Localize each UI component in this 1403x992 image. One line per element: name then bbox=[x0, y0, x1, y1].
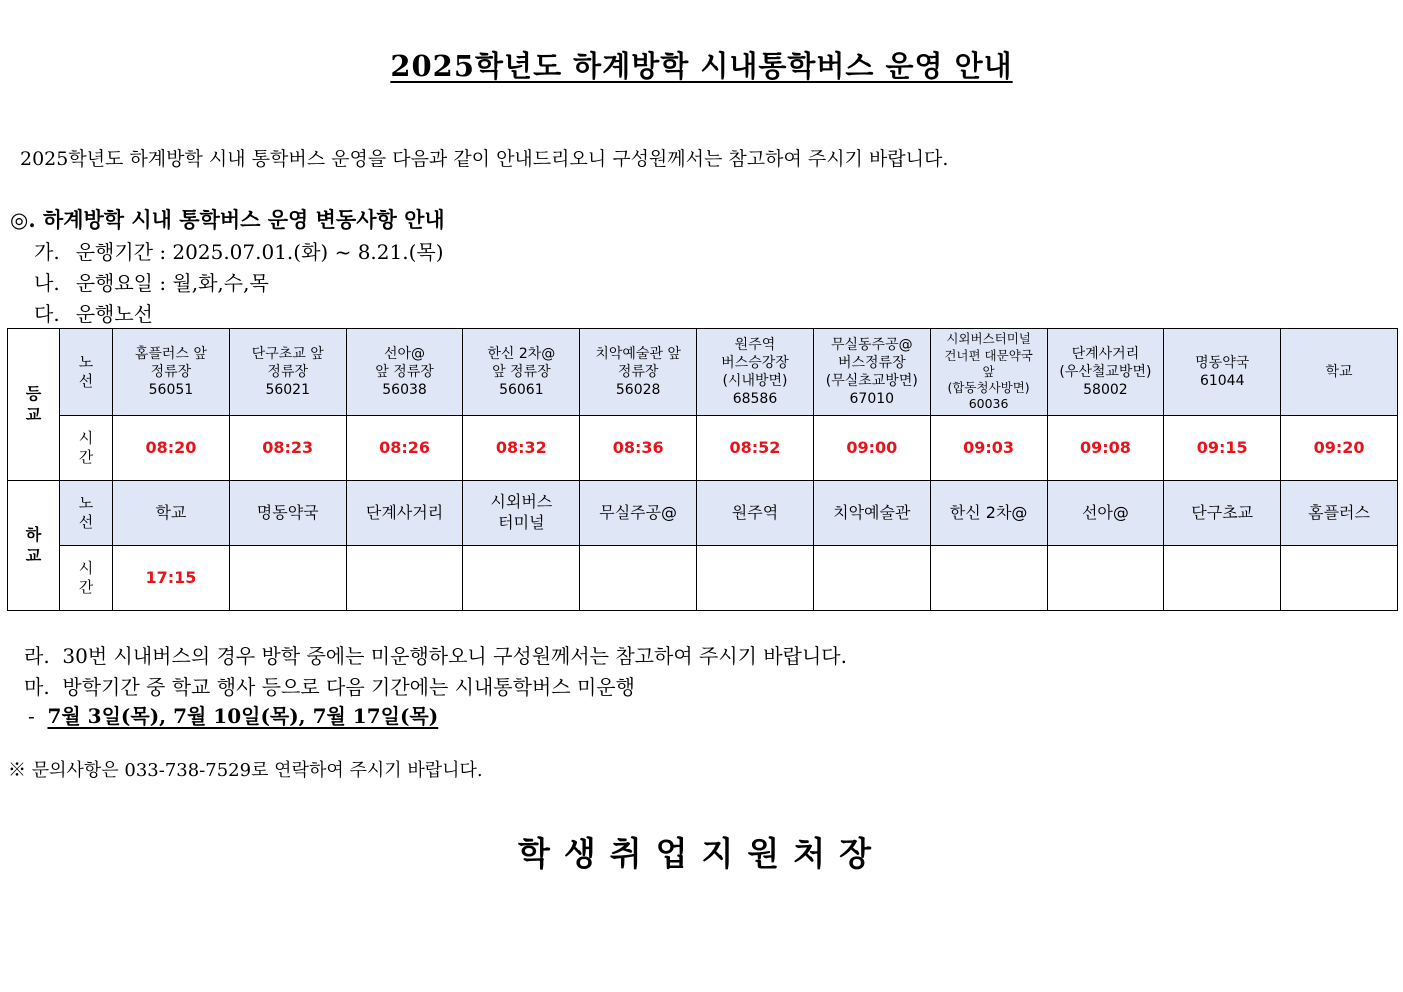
return-time-1: 17:15 bbox=[113, 546, 230, 611]
return-stop-2: 명동약국 bbox=[229, 481, 346, 546]
return-stop-8: 한신 2차@ bbox=[930, 481, 1047, 546]
return-time-4 bbox=[463, 546, 580, 611]
outbound-time-8: 09:03 bbox=[930, 416, 1047, 481]
outbound-time-4: 08:32 bbox=[463, 416, 580, 481]
return-time-3 bbox=[346, 546, 463, 611]
outbound-time-2: 08:23 bbox=[229, 416, 346, 481]
return-time-7 bbox=[813, 546, 930, 611]
outbound-stop-9: 단계사거리 (우산철교방면) 58002 bbox=[1047, 329, 1164, 416]
return-times-row bbox=[8, 546, 1398, 611]
outbound-time-11: 09:20 bbox=[1281, 416, 1398, 481]
return-time-2 bbox=[229, 546, 346, 611]
return-stop-3: 단계사거리 bbox=[346, 481, 463, 546]
return-stop-11: 홈플러스 bbox=[1281, 481, 1398, 546]
outbound-time-6: 08:52 bbox=[697, 416, 814, 481]
outbound-stop-2: 단구초교 앞 정류장 56021 bbox=[229, 329, 346, 416]
intro-text: 2025학년도 하계방학 시내 통학버스 운영을 다음과 같이 안내드리오니 구성원께서는 참고하여 주시기 바랍니다. bbox=[20, 148, 949, 170]
return-time-11 bbox=[1281, 546, 1398, 611]
outbound-time-5: 08:36 bbox=[580, 416, 697, 481]
bus-schedule-table bbox=[7, 328, 1398, 611]
outbound-stop-3: 선아@ 앞 정류장 56038 bbox=[346, 329, 463, 416]
outbound-stop-label: 노 선 bbox=[60, 329, 113, 416]
item-days: 나. 운행요일 : 월,화,수,목 bbox=[34, 271, 269, 295]
return-stops-row bbox=[8, 481, 1398, 546]
outbound-times-row bbox=[8, 416, 1398, 481]
outbound-stop-5: 치악예술관 앞 정류장 56028 bbox=[580, 329, 697, 416]
outbound-time-1: 08:20 bbox=[113, 416, 230, 481]
return-time-9 bbox=[1047, 546, 1164, 611]
note-no-service: 마. 방학기간 중 학교 행사 등으로 다음 기간에는 시내통학버스 미운행 bbox=[24, 675, 635, 699]
item-route: 다. 운행노선 bbox=[34, 302, 153, 326]
return-time-label: 시 간 bbox=[60, 546, 113, 611]
outbound-stops-row bbox=[8, 329, 1398, 416]
item-period: 가. 운행기간 : 2025.07.01.(화) ~ 8.21.(목) bbox=[34, 240, 444, 264]
return-stop-10: 단구초교 bbox=[1164, 481, 1281, 546]
return-stop-label: 노 선 bbox=[60, 481, 113, 546]
outbound-time-9: 09:08 bbox=[1047, 416, 1164, 481]
outbound-time-label: 시 간 bbox=[60, 416, 113, 481]
note-bus30: 라. 30번 시내버스의 경우 방학 중에는 미운행하오니 구성원께서는 참고하여 주시기 바랍니다. bbox=[24, 644, 847, 668]
outbound-group-label: 등 교 bbox=[8, 329, 60, 481]
page-title: 2025학년도 하계방학 시내통학버스 운영 안내 bbox=[390, 49, 1013, 83]
outbound-stop-8: 시외버스터미널 건너편 대문약국 앞 (합동청사방면) 60036 bbox=[930, 329, 1047, 416]
return-stop-4: 시외버스 터미널 bbox=[463, 481, 580, 546]
outbound-stop-11: 학교 bbox=[1281, 329, 1398, 416]
return-time-8 bbox=[930, 546, 1047, 611]
outbound-time-10: 09:15 bbox=[1164, 416, 1281, 481]
section-heading: ◎. 하계방학 시내 통학버스 운영 변동사항 안내 bbox=[10, 207, 445, 232]
return-time-5 bbox=[580, 546, 697, 611]
outbound-stop-1: 홈플러스 앞 정류장 56051 bbox=[113, 329, 230, 416]
return-stop-6: 원주역 bbox=[697, 481, 814, 546]
no-service-dates: - 7월 3일(목), 7월 10일(목), 7월 17일(목) bbox=[28, 704, 439, 728]
contact-info: ※ 문의사항은 033-738-7529로 연락하여 주시기 바랍니다. bbox=[8, 760, 483, 781]
outbound-time-7: 09:00 bbox=[813, 416, 930, 481]
outbound-stop-6: 원주역 버스승강장 (시내방면) 68586 bbox=[697, 329, 814, 416]
return-group-label: 하 교 bbox=[8, 481, 60, 611]
signature: 학생취업지원처장 bbox=[517, 834, 886, 873]
return-stop-9: 선아@ bbox=[1047, 481, 1164, 546]
return-stop-7: 치악예술관 bbox=[813, 481, 930, 546]
outbound-time-3: 08:26 bbox=[346, 416, 463, 481]
outbound-stop-4: 한신 2차@ 앞 정류장 56061 bbox=[463, 329, 580, 416]
return-stop-5: 무실주공@ bbox=[580, 481, 697, 546]
outbound-stop-10: 명동약국 61044 bbox=[1164, 329, 1281, 416]
return-stop-1: 학교 bbox=[113, 481, 230, 546]
return-time-6 bbox=[697, 546, 814, 611]
return-time-10 bbox=[1164, 546, 1281, 611]
outbound-stop-7: 무실동주공@ 버스정류장 (무실초교방면) 67010 bbox=[813, 329, 930, 416]
